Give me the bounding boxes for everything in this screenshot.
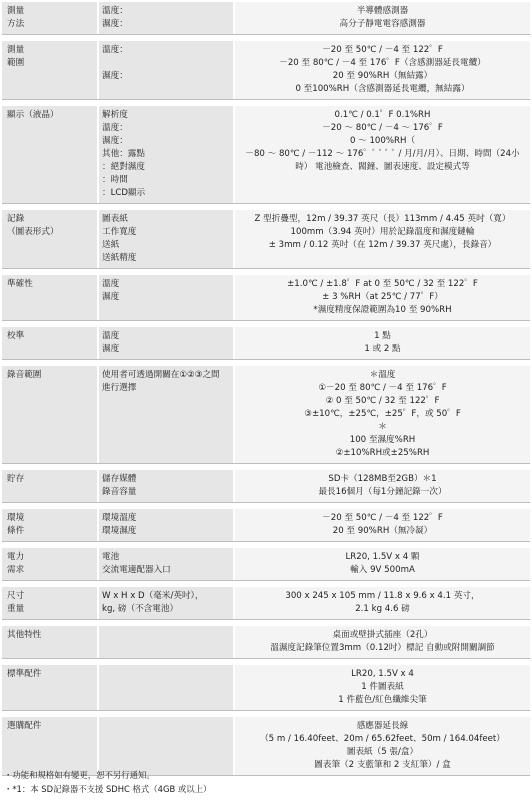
spec-category bbox=[2, 366, 99, 463]
spec-value: SD卡（128MB至2GB）＊1 bbox=[328, 474, 437, 484]
spec-value-column bbox=[235, 210, 530, 268]
category-label: 準確性 bbox=[7, 279, 33, 289]
spec-value-column bbox=[235, 275, 530, 320]
spec-value: LR20, 1.5V x 4 bbox=[351, 669, 414, 679]
spec-value: 1 件藍色/紅色纖維尖筆 bbox=[338, 695, 427, 705]
spec-item-label: 進行選擇 bbox=[102, 383, 137, 393]
spec-item-label: 濕度： bbox=[102, 71, 128, 81]
spec-item-label bbox=[102, 434, 233, 447]
spec-value: 高分子靜電電容感測器 bbox=[339, 19, 426, 29]
spec-value: （5 m / 16.40feet、20m / 65.62feet、50m / 164.04feet） bbox=[260, 734, 505, 744]
category-label: 顯示（液晶） bbox=[7, 110, 59, 120]
spec-item-label: 濕度 bbox=[102, 292, 120, 302]
category-label: 測量 bbox=[7, 6, 25, 16]
spec-row bbox=[2, 106, 530, 204]
spec-item-label: 圖表紙 bbox=[102, 214, 128, 224]
spec-row bbox=[2, 626, 530, 659]
spec-value: 0 ～ 100%RH（ bbox=[349, 136, 416, 146]
spec-value: ±1.0℃ / ±1.8゜F at 0 至 50℃ / 32 至 122゜F bbox=[287, 279, 478, 289]
spec-item-column bbox=[99, 548, 235, 580]
spec-value: 輸入 9V 500mA bbox=[350, 565, 415, 575]
category-label: 範圍 bbox=[7, 58, 25, 68]
spec-value: 時） 電池檢查、閥鐘、圖表速度、設定模式等 bbox=[295, 162, 470, 172]
spec-category bbox=[2, 548, 99, 580]
spec-item-column bbox=[99, 587, 235, 619]
spec-row bbox=[2, 509, 530, 542]
spec-item-label bbox=[102, 733, 233, 746]
spec-item-label: 濕度： bbox=[102, 19, 128, 29]
spec-item-label bbox=[102, 408, 233, 421]
spec-item-label: 使用者可透過開關在①②③之間 bbox=[102, 370, 220, 380]
spec-value-column bbox=[235, 665, 530, 710]
spec-value-column bbox=[235, 548, 530, 580]
spec-item-label: 環境溫度 bbox=[102, 513, 137, 523]
spec-item-column bbox=[99, 210, 235, 268]
spec-value: 100 至濕度%RH bbox=[349, 435, 416, 445]
spec-category bbox=[2, 509, 99, 541]
category-label: 其他特性 bbox=[7, 630, 42, 640]
spec-value: 20 至 90%RH（無結露） bbox=[332, 71, 433, 81]
spec-item-label bbox=[102, 447, 233, 460]
spec-item-label: 溫度： bbox=[102, 6, 128, 16]
spec-value: ± 3mm / 0.12 英吋（在 12m / 39.37 英尺處），長錄音） bbox=[268, 240, 497, 250]
spec-item-label: 工作寬度 bbox=[102, 227, 137, 237]
spec-value: 0 至100%RH（含感測器延長電纜，無結露） bbox=[295, 84, 470, 94]
spec-item-label bbox=[102, 668, 233, 681]
spec-value-column bbox=[235, 2, 530, 34]
spec-category bbox=[2, 717, 99, 775]
spec-item-label: 錄音容量 bbox=[102, 487, 137, 497]
spec-item-column bbox=[99, 41, 235, 99]
spec-item-label: 濕度 bbox=[102, 344, 120, 354]
spec-row bbox=[2, 210, 530, 269]
category-label: 貯存 bbox=[7, 474, 25, 484]
spec-item-label: 儲存媒體 bbox=[102, 474, 137, 484]
spec-value: －20 ～ 80℃ / －4 ～ 176゜F bbox=[322, 123, 443, 133]
spec-value: 2.1 kg 4.6 磅 bbox=[355, 604, 410, 614]
spec-category bbox=[2, 210, 99, 268]
spec-item-column bbox=[99, 717, 235, 775]
spec-row bbox=[2, 470, 530, 503]
spec-item-label bbox=[102, 421, 233, 434]
spec-value: ②±10%RH或±25%RH bbox=[335, 448, 430, 458]
spec-category bbox=[2, 106, 99, 203]
spec-value: 1 點 bbox=[374, 331, 391, 341]
spec-value-column bbox=[235, 717, 530, 775]
spec-item-label: 解析度 bbox=[102, 110, 128, 120]
spec-value: ② 0 至 50℃ / 32 至 122゜F bbox=[325, 396, 440, 406]
spec-item-column bbox=[99, 327, 235, 359]
spec-value: *濕度精度保證範圍為10 至 90%RH bbox=[313, 305, 452, 315]
spec-category bbox=[2, 327, 99, 359]
spec-value: 圖表紙（5 張/盒） bbox=[346, 747, 419, 757]
spec-value: ＊ bbox=[378, 422, 387, 432]
spec-value: 圖表筆（2 支藍筆和 2 支紅筆）/ 盒 bbox=[314, 760, 451, 770]
spec-category bbox=[2, 41, 99, 99]
footnotes bbox=[4, 768, 528, 796]
spec-value: 溫濕度記錄筆位置3mm（0.12吋）標記 自動或附開關調節 bbox=[270, 643, 495, 653]
spec-value: 1 件圖表紙 bbox=[361, 682, 404, 692]
category-label: 方法 bbox=[7, 19, 25, 29]
spec-row bbox=[2, 548, 530, 581]
spec-category bbox=[2, 587, 99, 619]
category-label: 測量 bbox=[7, 45, 25, 55]
spec-category bbox=[2, 2, 99, 34]
spec-value: 半導體感測器 bbox=[356, 6, 409, 16]
spec-item-label bbox=[102, 642, 233, 655]
spec-value: －80 ～ 80℃ / －112 ～ 176゜ﾟ ﾟ ﾟ ﾟ / 月/月/月）、日期、時間（24小 bbox=[245, 149, 520, 159]
spec-value: 100mm（3.94 英吋）用於記錄溫度和濕度鏈輪 bbox=[290, 227, 475, 237]
spec-value-column bbox=[235, 509, 530, 541]
category-label: 尺寸 bbox=[7, 591, 25, 601]
category-label: （圖表形式） bbox=[7, 227, 59, 237]
category-label: 錄音範圍 bbox=[7, 370, 42, 380]
spec-item-label: 溫度 bbox=[102, 331, 120, 341]
spec-item-column bbox=[99, 509, 235, 541]
spec-value: ③±10℃，±25℃，±25゜F，或 50゜F bbox=[304, 409, 461, 419]
spec-value: 0.1℃ / 0.1゜F 0.1%RH bbox=[334, 110, 431, 120]
spec-value: ± 3 %RH（at 25℃ / 77゜F） bbox=[322, 292, 443, 302]
spec-row bbox=[2, 665, 530, 711]
spec-row bbox=[2, 366, 530, 464]
spec-value: 300 x 245 x 105 mm / 11.8 x 9.6 x 4.1 英寸， bbox=[285, 591, 480, 601]
spec-item-label: 交流電適配器入口 bbox=[102, 565, 171, 575]
spec-value: Z 型折疊型，12m / 39.37 英尺（長）113mm / 4.45 英吋（寬） bbox=[254, 214, 511, 224]
spec-table bbox=[2, 2, 530, 776]
spec-item-label: ：LCD顯示 bbox=[102, 188, 146, 198]
spec-category bbox=[2, 470, 99, 502]
spec-value: －20 至 50℃ / －4 至 122゜F bbox=[322, 513, 443, 523]
spec-item-label bbox=[102, 629, 233, 642]
spec-value-column bbox=[235, 626, 530, 658]
spec-category bbox=[2, 275, 99, 320]
spec-item-label: 溫度 bbox=[102, 279, 120, 289]
category-label: 選購配件 bbox=[7, 721, 42, 731]
spec-item-label: 濕度： bbox=[102, 136, 128, 146]
spec-item-label: 送紙 bbox=[102, 240, 120, 250]
spec-item-label bbox=[102, 746, 233, 759]
spec-value bbox=[237, 174, 528, 187]
spec-value: ①－20 至 80℃ / －4 至 176゜F bbox=[318, 383, 447, 393]
footnote: ・*1：本 SD記錄器不支援 SDHC 格式（4GB 或以上） bbox=[4, 784, 212, 794]
footnote: ・功能和規格如有變更，恕不另行通知。 bbox=[4, 770, 155, 780]
category-label: 環境 bbox=[7, 513, 25, 523]
spec-value: 20 至 90%RH（無冷凝） bbox=[332, 526, 433, 536]
spec-value: 感應器延長線 bbox=[356, 721, 409, 731]
spec-value: 1 或 2 點 bbox=[364, 344, 401, 354]
category-label: 電力 bbox=[7, 552, 25, 562]
spec-item-label: ：時間 bbox=[102, 175, 128, 185]
spec-item-label: 溫度： bbox=[102, 123, 128, 133]
category-label: 需求 bbox=[7, 565, 25, 575]
spec-row bbox=[2, 2, 530, 35]
spec-item-column bbox=[99, 2, 235, 34]
spec-value-column bbox=[235, 366, 530, 463]
spec-item-label bbox=[102, 57, 233, 70]
spec-item-label: 其他：露點 bbox=[102, 149, 145, 159]
spec-item-column bbox=[99, 470, 235, 502]
spec-item-label bbox=[102, 720, 233, 733]
spec-category bbox=[2, 665, 99, 710]
spec-item-label: 送紙精度 bbox=[102, 253, 137, 263]
category-label: 標準配件 bbox=[7, 669, 42, 679]
spec-value-column bbox=[235, 470, 530, 502]
spec-item-label: 溫度： bbox=[102, 45, 128, 55]
spec-item-label bbox=[102, 681, 233, 694]
spec-category bbox=[2, 626, 99, 658]
spec-value-column bbox=[235, 327, 530, 359]
spec-value: －20 至 50℃ / －4 至 122゜F bbox=[322, 45, 443, 55]
spec-value-column bbox=[235, 587, 530, 619]
spec-item-column bbox=[99, 106, 235, 203]
spec-item-column bbox=[99, 275, 235, 320]
spec-row bbox=[2, 41, 530, 100]
category-label: 記錄 bbox=[7, 214, 25, 224]
spec-item-label bbox=[102, 304, 233, 317]
spec-value: ＊溫度 bbox=[369, 370, 396, 380]
spec-value: 最長16個月（每1分鐘記錄一次） bbox=[318, 487, 447, 497]
spec-item-column bbox=[99, 626, 235, 658]
spec-item-label bbox=[102, 694, 233, 707]
spec-row bbox=[2, 275, 530, 321]
spec-item-column bbox=[99, 665, 235, 710]
spec-item-label: W x H x D（毫米/英吋）， bbox=[102, 591, 204, 601]
spec-item-label: 電池 bbox=[102, 552, 120, 562]
category-label: 條件 bbox=[7, 526, 25, 536]
spec-value-column bbox=[235, 41, 530, 99]
spec-row bbox=[2, 587, 530, 620]
spec-item-label bbox=[102, 395, 233, 408]
category-label: 重量 bbox=[7, 604, 25, 614]
spec-item-label: ：絕對濕度 bbox=[102, 162, 145, 172]
spec-value bbox=[237, 187, 528, 200]
category-label: 校準 bbox=[7, 331, 25, 341]
spec-value bbox=[237, 252, 528, 265]
spec-value: －20 至 80℃ / －4 至 176゜F（含感測器延長電纜） bbox=[279, 58, 486, 68]
spec-row bbox=[2, 327, 530, 360]
spec-value: 桌面或壁掛式插座（2孔） bbox=[332, 630, 433, 640]
spec-item-label: 環境濕度 bbox=[102, 526, 137, 536]
spec-item-label: kg, 磅（不含電池） bbox=[102, 604, 179, 614]
spec-value-column bbox=[235, 106, 530, 203]
spec-item-label bbox=[102, 83, 233, 96]
spec-item-column bbox=[99, 366, 235, 463]
spec-value: LR20, 1.5V x 4 顆 bbox=[345, 552, 420, 562]
